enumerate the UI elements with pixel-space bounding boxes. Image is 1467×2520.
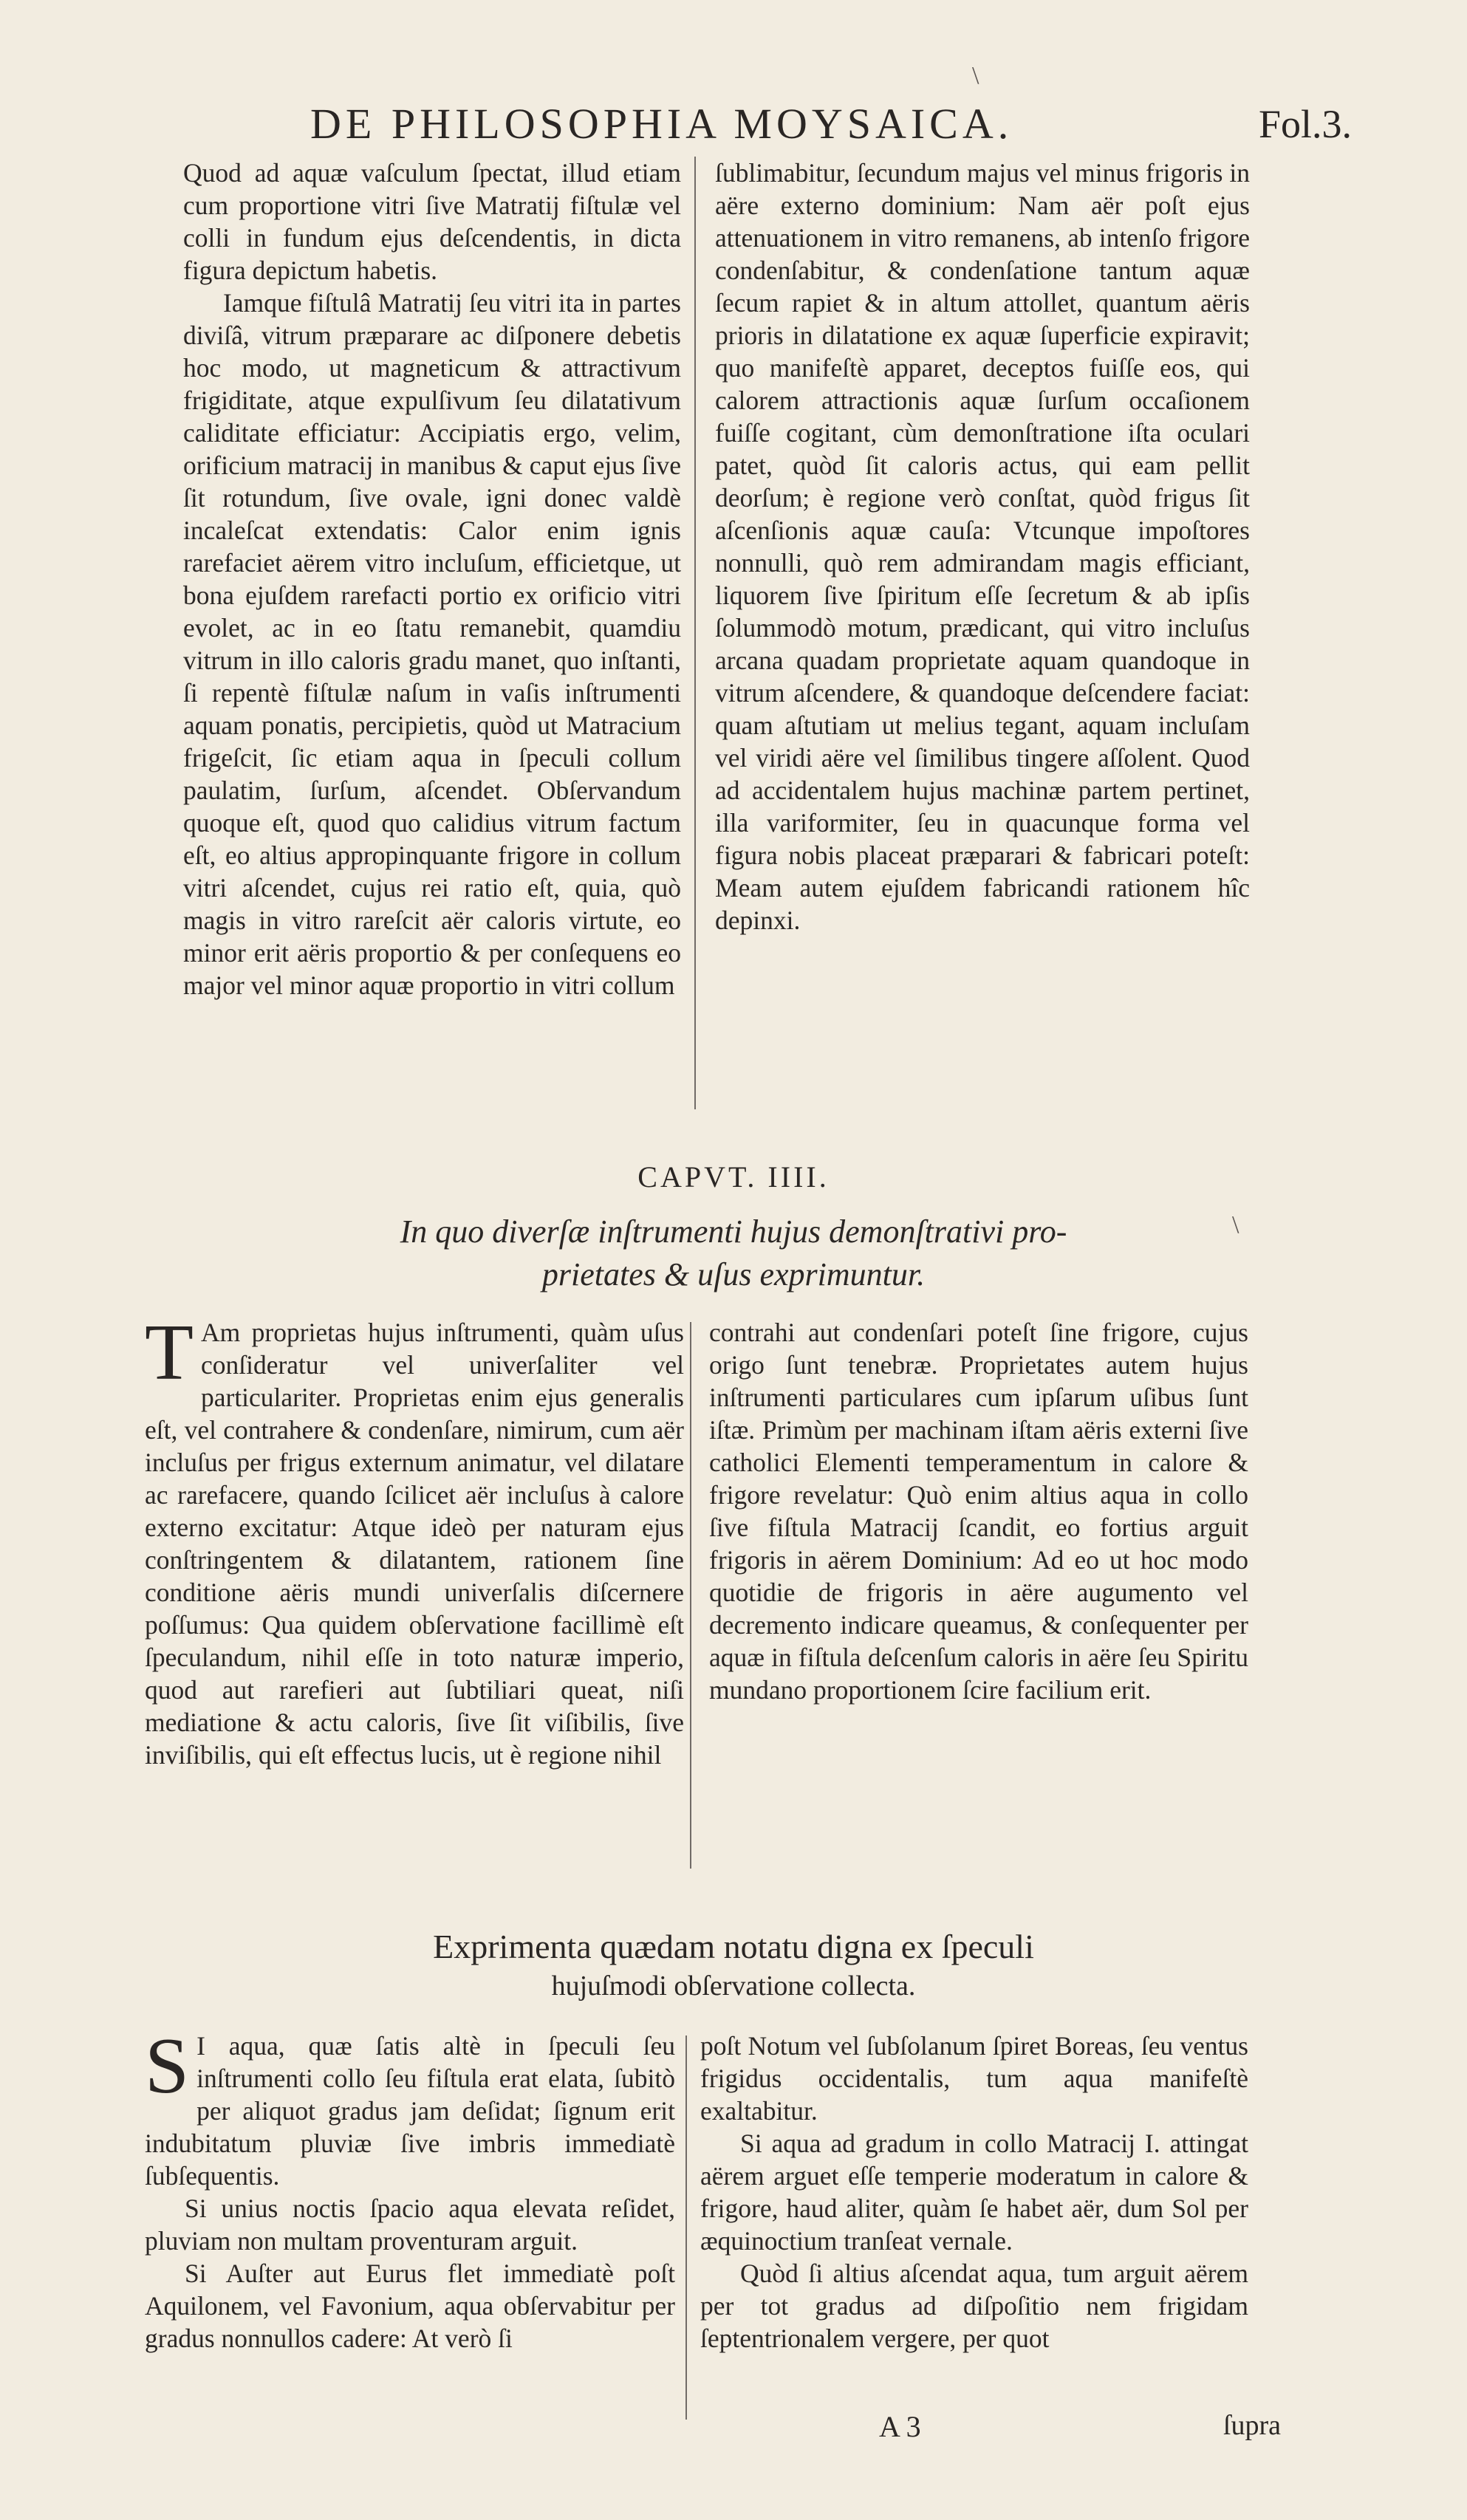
signature-mark: A 3 [879,2410,921,2443]
chapter-subtitle-line1: In quo diverſæ inſtrumenti hujus demonſtrativi pro- [400,1213,1067,1250]
experiments-left-column [145,2022,675,2355]
experiments-right-paragraph: Quòd ſi altius aſcendat aqua, tum arguit aërem per tot gradus ad diſpoſitio nem frigidam ſeptentrionalem vergere, per quot [700,2259,1248,2353]
section1-right-column [715,157,1250,937]
section2-left-column [145,1309,684,1771]
experiments-right-column [700,2030,1248,2355]
experiments-left-paragraph: Si Auſter aut Eurus flet immediatè poſt Aquilonem, vel Favonium, aqua obſervabitur per gradus nonnullos cadere: At verò ſi [145,2259,675,2353]
section2-right-column [709,1316,1248,1706]
experiments-title: Exprimenta quædam notatu digna ex ſpeculi [433,1928,1034,1965]
drop-cap: S [145,2022,190,2110]
section1-left-paragraph: Iamque fiſtulâ Matratij ſeu vitri ita in partes diviſâ, vitrum præparare ac diſponere debetis hoc modo, ut magneticum & attractivum frigiditate, atque expulſivum ſeu dilatativum caliditate efficiatur: Accipiatis ergo, velim, orificium matracij in manibus & caput ejus ſive ſit rotundum, ſive ovale, igni donec valdè incaleſcat extendatis: Calor enim ignis rarefaciet aërem vitro incluſum, efficietque, ut bona ejuſdem rarefacti portio ex orificio vitri evolet, ac in eo ſtatu remanebit, quamdiu vitrum in illo caloris gradu manet, quo inſtanti, ſi repentè fiſtulæ naſum in vaſis inſtrumenti aquam ponatis, percipietis, quòd ut Matracium frigeſcit, ſic etiam aqua in ſpeculi collum paulatim, ſurſum, aſcendet. Obſervandum quoque eſt, quod quo calidius vitrum factum eſt, eo altius appropinquante frigore in collum vitri aſcendet, cujus rei ratio eſt, quia, quò magis in vitro rareſcit aër caloris virtute, eo minor erit aëris proportio & per conſequens eo major vel minor aquæ proportio in vitri collum [183,288,681,1000]
printer-mark: \ [972,62,979,89]
chapter-subtitle-line2: prietates & uſus exprimuntur. [541,1256,926,1292]
drop-cap: T [145,1309,194,1397]
section1-left-paragraph: Quod ad aquæ vaſculum ſpectat, illud etiam cum proportione vitri ſive Matratij fiſtulæ vel colli in fundum ejus deſcendentis, in dicta figura depictum habetis. [183,158,681,285]
column-divider [694,157,696,1109]
column-divider [690,1322,691,1869]
experiments-subtitle: hujuſmodi obſervatione collecta. [551,1971,916,2002]
catchword: ſupra [1222,2410,1281,2441]
folio-number: Fol.3. [1258,102,1352,146]
experiments-right-paragraph: Si aqua ad gradum in collo Matracij I. attingat aërem arguet eſſe temperie moderatum in calore & frigore, haud aliter, quàm ſe habet aër, dum Sol per æquinoctium tranſeat vernale. [700,2129,1248,2256]
experiments-left-paragraph: Si unius noctis ſpacio aqua elevata reſidet, pluviam non multam proventuram arguit. [145,2194,675,2256]
section2-left-text: Am proprietas hujus inſtrumenti, quàm uſus conſideratur vel univerſaliter vel particulariter. Proprietas enim ejus generalis eſt, vel contrahere & condenſare, nimirum, cum aër incluſus per frigus externum animatur, vel dilatare ac rarefacere, quando ſcilicet aër incluſus à calore externo excitatur: Atque ideò per naturam ejus conſtringentem & dilatantem, rationem ſine conditione aëris mundi univerſalis diſcernere poſſumus: Qua quidem obſervatione facillimè eſt ſpeculandum, nihil eſſe in toto naturæ imperio, quod aut rarefieri aut ſubtiliari queat, niſi mediatione & actu caloris, ſive ſit viſibilis, ſive inviſibilis, qui eſt effectus lucis, ut è regione nihil [145,1318,684,1770]
printer-mark: \ [1232,1211,1239,1239]
experiments-right-paragraph: poſt Notum vel ſubſolanum ſpiret Boreas, ſeu ventus frigidus occidentalis, tum aqua manifeſtè exaltabitur. [700,2031,1248,2126]
page-header [0,95,1467,154]
running-title: DE PHILOSOPHIA MOYSAICA. [310,100,1013,148]
section1-left-column [183,157,681,1002]
section1-right-paragraph: ſublimabitur, ſecundum majus vel minus frigoris in aëre externo dominium: Nam aër poſt ejus attenuationem in vitro remanens, ab intenſo frigore condenſabitur, & condenſatione tantum aquæ ſecum rapiet & in altum attollet, quantum aëris prioris in dilatatione ex aquæ ſuperficie expiravit; quo manifeſtè apparet, deceptos fuiſſe eos, qui calorem attractionis aquæ ſurſum occaſionem fuiſſe cogitant, cùm demonſtratione iſta oculari patet, quòd ſit caloris actus, qui eam pellit deorſum; è regione verò conſtat, quòd frigus ſit aſcenſionis aquæ cauſa: Vtcunque impoſtores nonnulli, quò rem admirandam magis efficiant, liquorem ſive ſpiritum eſſe ſecretum & ab ipſis ſolummodò motum, prædicant, qui vitro incluſus arcana quadam proprietate aquam quandoque in vitrum aſcendere, & quandoque deſcendere faciat: quam aſtutiam ut melius tegant, aquam incluſam vel viridi aëre vel ſimilibus tingere aſſolent. Quod ad accidentalem hujus machinæ partem pertinet, illa variformiter, ſeu in quacunque forma vel figura nobis placeat præparari & fabricari poteſt: Meam autem ejuſdem fabricandi rationem hîc depinxi. [715,158,1250,935]
column-divider [685,2035,687,2420]
experiments-left-text: I aqua, quæ ſatis altè in ſpeculi ſeu inſtrumenti collo ſeu fiſtula erat elata, ſubitò per aliquot gradus jam deſidat; ſignum erit indubitatum pluviæ ſive imbris immediatè ſubſequentis. [145,2031,675,2191]
chapter-title: CAPVT. IIII. [637,1160,830,1194]
section2-right-text: contrahi aut condenſari poteſt ſine frigore, cujus origo ſunt tenebræ. Proprietates autem hujus inſtrumenti particulares cum ipſarum uſibus ſunt iſtæ. Primùm per machinam iſtam aëris externi ſive catholici Elementi temperamentum in calore & frigore revelatur: Quò enim altius aqua in collo ſive fiſtula Matracij ſcandit, eo fortius arguit frigoris in aërem Dominium: Ad eo ut hoc modo quotidie de frigoris in aëre augumento vel decremento indicare queamus, & conſequenter per aquæ in fiſtula deſcenſum caloris in aëre ſeu Spiritu mundano proportionem ſcire facilium erit. [709,1318,1248,1705]
